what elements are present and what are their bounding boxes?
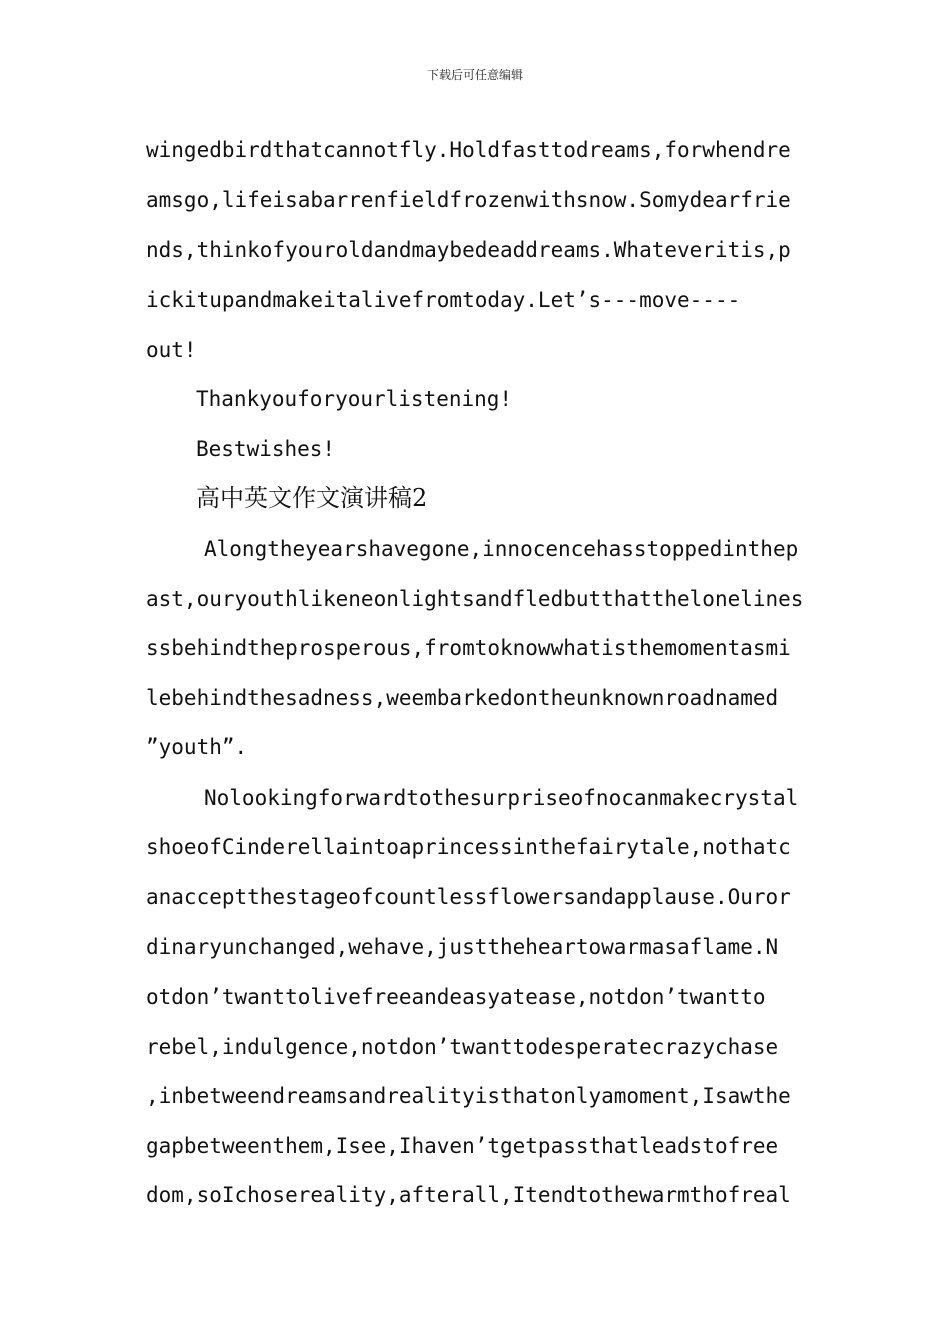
body-line: wingedbirdthatcannotfly.Holdfasttodreams,forwhendre	[146, 138, 791, 162]
body-line: out!	[146, 338, 197, 362]
body-line: shoeofCinderellaintoaprincessinthefairytale,nothatc	[146, 835, 791, 859]
body-line: rebel,indulgence,notdon’twanttodesperatecrazychase	[146, 1035, 779, 1059]
body-line: amsgo,lifeisabarrenfieldfrozenwithsnow.Somydearfrie	[146, 188, 791, 212]
body-line: otdon’twanttolivefreeandeasyatease,notdon’twantto	[146, 985, 766, 1009]
body-line: dinaryunchanged,wehave,justtheheartowarmasaflame.N	[146, 935, 779, 959]
closing-line: Thankyouforyourlistening!	[196, 387, 513, 411]
body-line: ,inbetweendreamsandrealityisthatonlyamoment,Isawthe	[146, 1084, 791, 1108]
body-line: gapbetweenthem,Isee,Ihaven’tgetpassthatleadstofree	[146, 1134, 779, 1158]
paragraph-first-line: Alongtheyearshavegone,innocencehasstoppedinthep	[204, 537, 799, 561]
body-line: lebehindthesadness,weembarkedontheunknownroadnamed	[146, 686, 779, 710]
body-line: ickitupandmakeitalivefromtoday.Let’s---move----	[146, 288, 741, 312]
closing-line: Bestwishes!	[196, 437, 336, 461]
body-line: ast,ouryouthlikeneonlightsandfledbutthatthelonelines	[146, 587, 804, 611]
body-line: anacceptthestageofcountlessflowersandapplause.Ouror	[146, 885, 791, 909]
body-line: ”youth”.	[146, 735, 248, 759]
page-header: 下载后可任意编辑	[426, 68, 523, 82]
body-line: dom,soIchosereality,afterall,Itendtothewarmthofreal	[146, 1183, 791, 1207]
paragraph-first-line: Nolookingforwardtothesurpriseofnocanmakecrystal	[204, 786, 799, 810]
body-line: nds,thinkofyouroldandmaybedeaddreams.Whateveritis,p	[146, 238, 791, 262]
body-line: ssbehindtheprosperous,fromtoknowwhatisthemomentasmi	[146, 636, 791, 660]
section-heading: 高中英文作文演讲稿2	[196, 484, 428, 512]
